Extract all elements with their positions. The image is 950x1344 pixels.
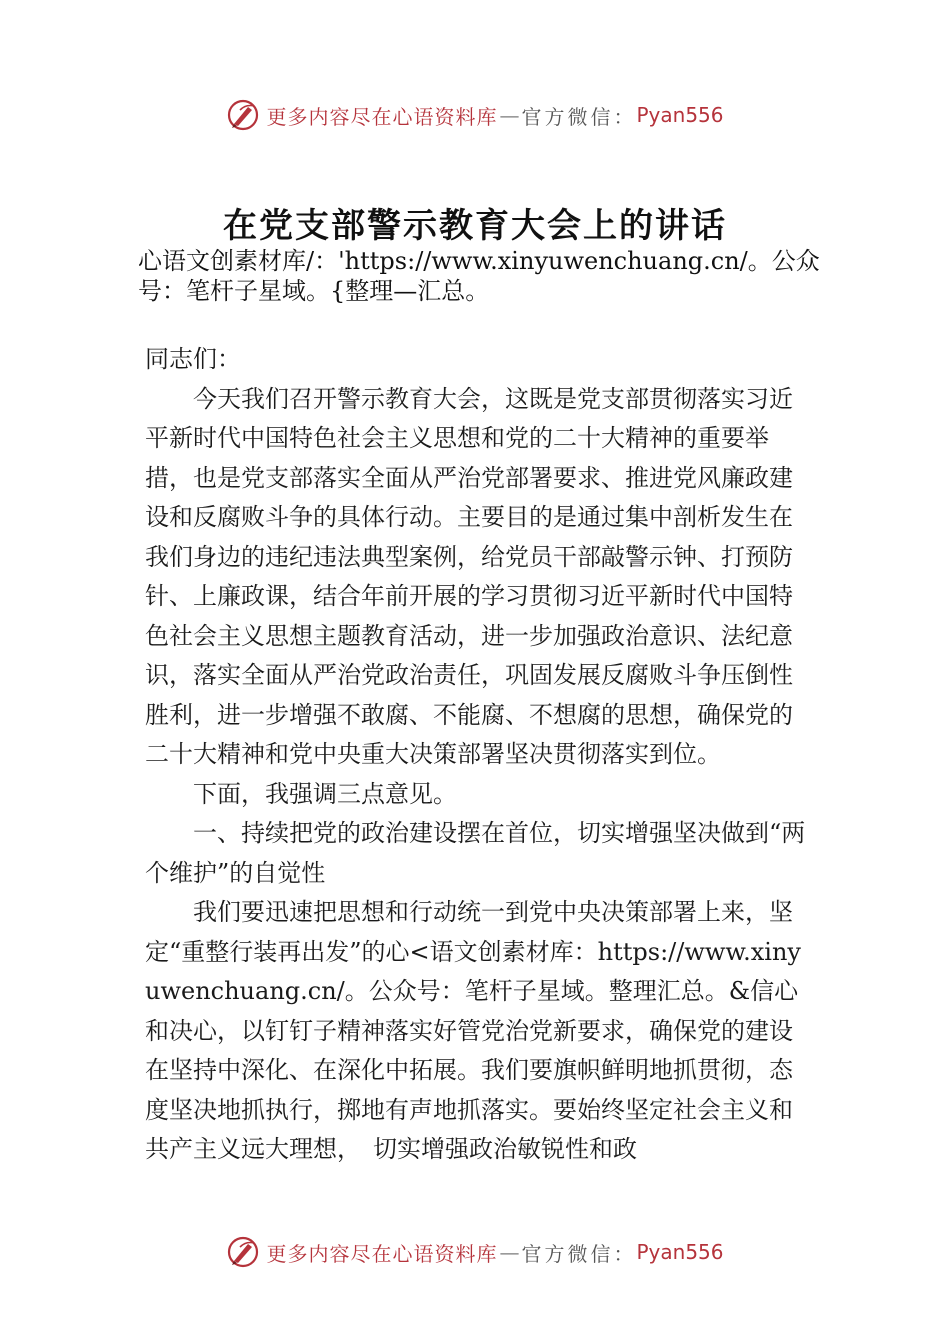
salutation: 同志们： (145, 345, 241, 373)
banner-separator: — (499, 1240, 520, 1264)
pen-logo-icon (226, 1235, 260, 1269)
banner-main-text: 更多内容尽在心语资料库 (266, 1241, 498, 1266)
source-line: 心语文创素材库/：'https://www.xinyuwenchuang.cn/。公众号：笔杆子星域。{整理—汇总。 (138, 247, 820, 305)
banner-wechat-label: 官方微信： (521, 104, 637, 129)
document-title: 在党支部警示教育大会上的讲话 (223, 206, 727, 246)
paragraph-section-1: 我们要迅速把思想和行动统一到党中央决策部署上来，坚定“重整行装再出发”的心<语文创素材库：https://www.xinyuwenchuang.cn/。公众号：笔杆子星域。整理汇总。&信心和决心，以钉钉子精神落实好管党治党新要求，确保党的建设在坚持中深化、在深化中拓展。我们要旗帜鲜明地抓贯彻，态度坚决地抓执行，掷地有声地抓落实。要始终坚定社会主义和共产主义远大理想， 切实增强政治敏锐性和政 (145, 898, 801, 1163)
pen-logo-icon (226, 98, 260, 132)
header-banner (0, 95, 950, 135)
paragraph-transition: 下面，我强调三点意见。 (193, 779, 457, 808)
paragraph-intro: 今天我们召开警示教育大会，这既是党支部贯彻落实习近平新时代中国特色社会主义思想和党的二十大精神的重要举措，也是党支部落实全面从严治党部署要求、推进党风廉政建设和反腐败斗争的具体行动。主要目的是通过集中剖析发生在我们身边的违纪违法典型案例，给党员干部敲警示钟、打预防针、上廉政课，结合年前开展的学习贯彻习近平新时代中国特色社会主义思想主题教育活动，进一步加强政治意识、法纪意识，落实全面从严治党政治责任，巩固发展反腐败斗争压倒性胜利，进一步增强不敢腐、不能腐、不想腐的思想，确保党的二十大精神和党中央重大决策部署坚决贯彻落实到位。 (145, 384, 793, 768)
banner-wechat-label: 官方微信： (521, 1241, 637, 1266)
banner-wechat-id: Pyan556 (636, 103, 724, 127)
banner-wechat-id: Pyan556 (636, 1240, 724, 1264)
banner-separator: — (499, 103, 520, 127)
section-heading-1: 一、持续把党的政治建设摆在首位，切实增强坚决做到“两个维护”的自觉性 (145, 819, 806, 887)
footer-banner (0, 1232, 950, 1272)
banner-main-text: 更多内容尽在心语资料库 (266, 104, 498, 129)
document-body (145, 340, 810, 1170)
